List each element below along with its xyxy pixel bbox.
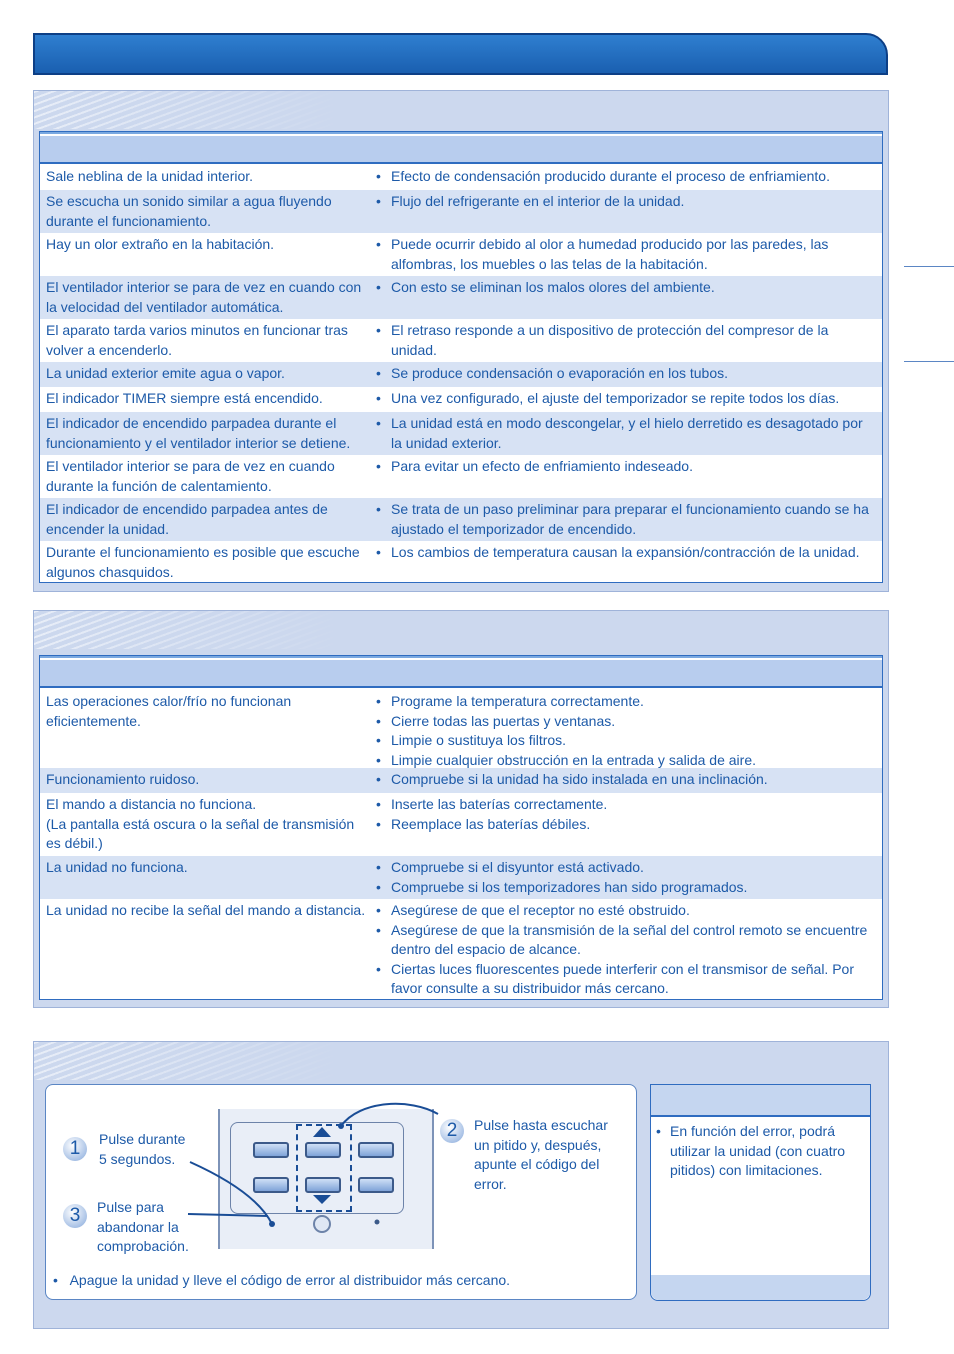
cause-text: Ciertas luces fluorescentes puede interferir con el transmisor de señal. Por favor consulte a su distribuidor más cercano. [391, 960, 854, 996]
symptom-cell: Hay un olor extraño en la habitación. [46, 236, 275, 252]
symptom-cell: Sale neblina de la unidad interior. [46, 168, 254, 184]
cause-text: Compruebe si el disyuntor está activado. [391, 859, 644, 875]
bullet: • [376, 390, 381, 406]
note-box [650, 1084, 871, 1301]
bottom-note [53, 1271, 510, 1291]
bullet: • [376, 751, 381, 768]
cause-text: Los cambios de temperatura causan la expansión/contracción de la unidad. [391, 544, 860, 560]
cause-text: Efecto de condensación producido durante el proceso de enfriamiento. [391, 168, 830, 184]
cause-text: Asegúrese de que la transmisión de la señal del control remoto se encuentre dentro del espacio de alcance. [391, 921, 868, 957]
symptom-cell: El aparato tarda varios minutos en funcionar tras volver a encenderlo. [46, 322, 348, 358]
symptom-cell: La unidad exterior emite agua o vapor. [46, 365, 285, 381]
cause-text: Asegúrese de que el receptor no esté obstruido. [391, 902, 690, 918]
led-dot-icon [375, 1220, 380, 1225]
down-arrow-icon [313, 1195, 331, 1204]
bullet: • [376, 415, 381, 431]
bullet: • [376, 815, 381, 832]
bullet: • [376, 322, 381, 338]
step-number-1: 1 [63, 1137, 87, 1161]
bullet: • [376, 501, 381, 517]
symptom-cell: El indicador TIMER siempre está encendido. [46, 390, 323, 406]
check-button-icon [314, 1216, 330, 1232]
bullet: • [376, 878, 381, 895]
cause-text: La unidad está en modo descongelar, y el hielo derretido es desagotado por la unidad exterior. [391, 415, 863, 451]
note-text: En función del error, podrá utilizar la unidad (con cuatro pitidos) con limitaciones. [670, 1123, 846, 1178]
cause-text: Compruebe si los temporizadores han sido programados. [391, 878, 748, 895]
note-box-header [651, 1085, 870, 1117]
bullet: • [376, 458, 381, 474]
bullet: • [376, 960, 381, 977]
cause-text: Puede ocurrir debido al olor a humedad producido por las paredes, las alfombras, los muebles o las telas de la habitación. [391, 236, 829, 272]
bottom-note-text: Apague la unidad y lleve el código de error al distribuidor más cercano. [69, 1272, 511, 1288]
step-1-text: Pulse durante 5 segundos. [99, 1131, 186, 1167]
step-number-3: 3 [63, 1204, 87, 1228]
symptom-cell: El indicador de encendido parpadea durante el funcionamiento y el ventilador interior se detiene. [46, 415, 351, 451]
note-item [651, 1117, 870, 1181]
bullet: • [53, 1272, 58, 1288]
symptom-cell: Se escucha un sonido similar a agua fluyendo durante el funcionamiento. [46, 193, 332, 229]
symptom-cell: Durante el funcionamiento es posible que escuche algunos chasquidos. [46, 544, 360, 580]
pointer-line-2 [341, 1104, 438, 1126]
up-arrow-icon [313, 1127, 331, 1137]
symptom-cell: La unidad no recibe la señal del mando a distancia. [46, 902, 366, 918]
bullet: • [656, 1123, 661, 1139]
bullet: • [376, 902, 381, 918]
symptom-cell: El mando a distancia no funciona. (La pantalla está oscura o la señal de transmisión es débil.) [46, 796, 355, 851]
cause-text: Reemplace las baterías débiles. [391, 815, 591, 832]
bullet: • [376, 921, 381, 938]
bullet: • [376, 544, 381, 560]
bullet: • [376, 236, 381, 252]
bullet: • [376, 279, 381, 295]
bullet: • [376, 193, 381, 209]
cause-text: Programe la temperatura correctamente. [391, 693, 644, 709]
step-3-text: Pulse para abandonar la comprobación. [97, 1199, 189, 1254]
cause-text: Inserte las baterías correctamente. [391, 796, 608, 812]
step-2-text: Pulse hasta escuchar un pitido y, después, apunte el código del error. [474, 1117, 608, 1192]
bullet: • [376, 365, 381, 381]
cause-text: Una vez configurado, el ajuste del temporizador se repite todos los días. [391, 390, 840, 406]
cause-text: Con esto se eliminan los malos olores del ambiente. [391, 279, 715, 295]
cause-text: Flujo del refrigerante en el interior de la unidad. [391, 193, 685, 209]
cause-text: El retraso responde a un dispositivo de protección del compresor de la unidad. [391, 322, 829, 358]
bullet: • [376, 771, 381, 787]
cause-text: Cierre todas las puertas y ventanas. [391, 712, 616, 729]
symptom-cell: Las operaciones calor/frío no funcionan eficientemente. [46, 693, 292, 729]
cause-text: Se produce condensación o evaporación en los tubos. [391, 365, 729, 381]
bullet: • [376, 732, 381, 748]
bullet: • [376, 859, 381, 875]
symptom-cell: El ventilador interior se para de vez en cuando durante la función de calentamiento. [46, 458, 335, 494]
symptom-cell: El indicador de encendido parpadea antes de encender la unidad. [46, 501, 328, 537]
cause-text: Compruebe si la unidad ha sido instalada en una inclinación. [391, 771, 768, 787]
cause-text: Para evitar un efecto de enfriamiento indeseado. [391, 458, 693, 474]
bullet: • [376, 693, 381, 709]
note-box-footer [651, 1275, 870, 1300]
cause-text: Se trata de un paso preliminar para preparar el funcionamiento cuando se ha ajustado el temporizador de encendido. [391, 501, 869, 537]
symptom-cell: El ventilador interior se para de vez en cuando con la velocidad del ventilador automática. [46, 279, 362, 315]
pointer-line-3 [188, 1214, 268, 1216]
cause-text: Limpie o sustituya los filtros. [391, 732, 567, 748]
bullet: • [376, 168, 381, 184]
symptom-cell: Funcionamiento ruidoso. [46, 771, 200, 787]
bullet: • [376, 712, 381, 729]
cause-text: Limpie cualquier obstrucción en la entrada y salida de aire. [391, 751, 756, 768]
bullet: • [376, 796, 381, 812]
symptom-cell: La unidad no funciona. [46, 859, 188, 875]
step-number-2: 2 [440, 1119, 464, 1143]
